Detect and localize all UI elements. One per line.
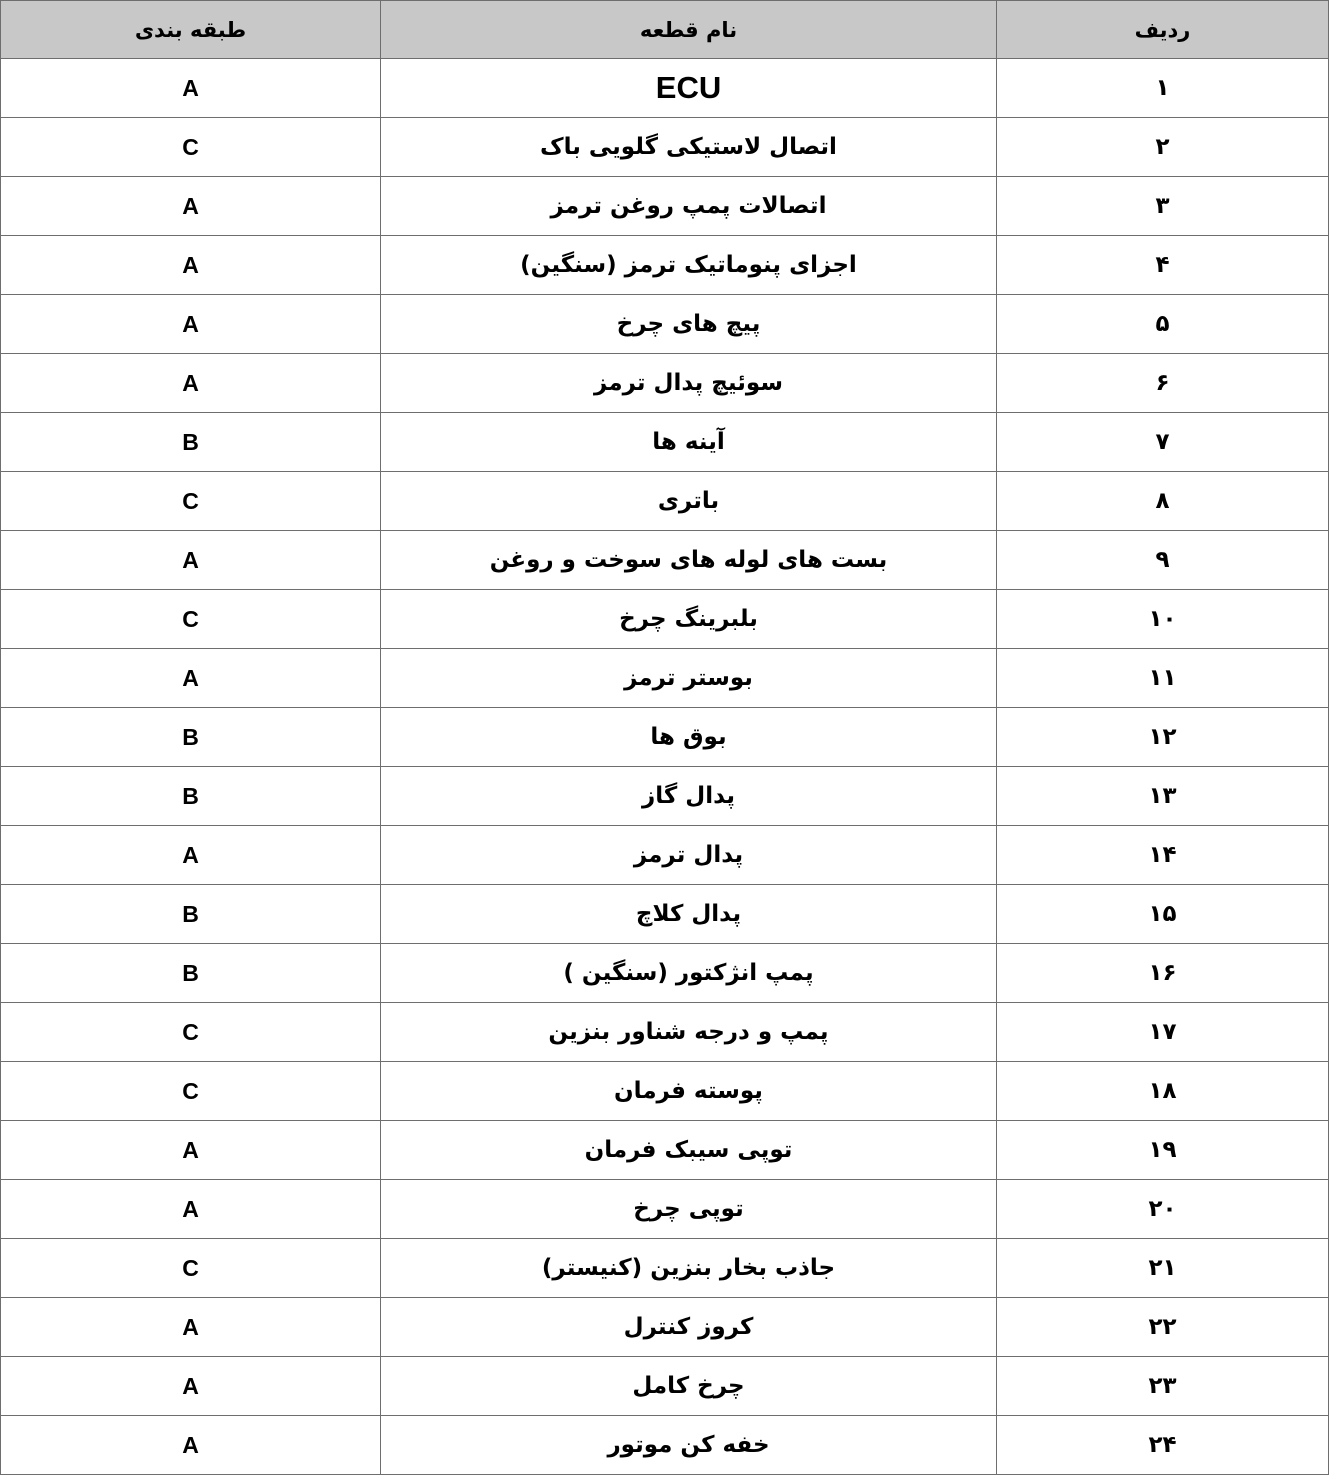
classification-cell: C: [1, 590, 381, 649]
header-part-name: نام قطعه: [381, 1, 997, 59]
row-number-cell: ۸: [997, 472, 1329, 531]
classification-cell: A: [1, 826, 381, 885]
part-name-cell: اتصال لاستیکی گلویی باک: [381, 118, 997, 177]
row-number-cell: ۱۰: [997, 590, 1329, 649]
classification-cell: A: [1, 1416, 381, 1475]
row-number-cell: ۱۷: [997, 1003, 1329, 1062]
part-name-cell: پمپ انژکتور (سنگین ): [381, 944, 997, 1003]
table-row: [1, 472, 1329, 531]
classification-cell: A: [1, 1357, 381, 1416]
table-row: [1, 767, 1329, 826]
part-name-cell: اجزای پنوماتیک ترمز (سنگین): [381, 236, 997, 295]
part-name-cell: خفه کن موتور: [381, 1416, 997, 1475]
classification-cell: A: [1, 1121, 381, 1180]
table-row: [1, 649, 1329, 708]
classification-cell: A: [1, 531, 381, 590]
part-name-cell: بست های لوله های سوخت و روغن: [381, 531, 997, 590]
row-number-cell: ۲۴: [997, 1416, 1329, 1475]
row-number-cell: ۱۶: [997, 944, 1329, 1003]
table-row: [1, 531, 1329, 590]
table-row: [1, 1003, 1329, 1062]
row-number-cell: ۱۱: [997, 649, 1329, 708]
classification-cell: A: [1, 1298, 381, 1357]
part-name-cell: پدال گاز: [381, 767, 997, 826]
classification-cell: C: [1, 1239, 381, 1298]
classification-cell: C: [1, 472, 381, 531]
table-row: [1, 708, 1329, 767]
table-body: [1, 59, 1329, 1475]
table-row: [1, 1357, 1329, 1416]
classification-cell: A: [1, 59, 381, 118]
classification-cell: A: [1, 236, 381, 295]
part-name-cell: بوستر ترمز: [381, 649, 997, 708]
table-row: [1, 59, 1329, 118]
part-name-cell: آینه ها: [381, 413, 997, 472]
table-row: [1, 1062, 1329, 1121]
classification-cell: B: [1, 767, 381, 826]
classification-cell: B: [1, 944, 381, 1003]
header-row: [1, 1, 1329, 59]
row-number-cell: ۱۵: [997, 885, 1329, 944]
row-number-cell: ۹: [997, 531, 1329, 590]
row-number-cell: ۱۹: [997, 1121, 1329, 1180]
classification-cell: B: [1, 708, 381, 767]
row-number-cell: ۲۲: [997, 1298, 1329, 1357]
classification-cell: A: [1, 177, 381, 236]
row-number-cell: ۱۲: [997, 708, 1329, 767]
part-name-cell: پیچ های چرخ: [381, 295, 997, 354]
part-name-cell: جاذب بخار بنزین (کنیستر): [381, 1239, 997, 1298]
table-header: [1, 1, 1329, 59]
table-row: [1, 1180, 1329, 1239]
table-row: [1, 1298, 1329, 1357]
row-number-cell: ۲۱: [997, 1239, 1329, 1298]
part-name-cell: پمپ و درجه شناور بنزین: [381, 1003, 997, 1062]
part-name-cell: سوئیچ پدال ترمز: [381, 354, 997, 413]
header-row-number: ردیف: [997, 1, 1329, 59]
table-row: [1, 826, 1329, 885]
row-number-cell: ۲۰: [997, 1180, 1329, 1239]
row-number-cell: ۳: [997, 177, 1329, 236]
part-name-cell: باتری: [381, 472, 997, 531]
row-number-cell: ۱۴: [997, 826, 1329, 885]
table-row: [1, 118, 1329, 177]
row-number-cell: ۲: [997, 118, 1329, 177]
part-name-cell: کروز کنترل: [381, 1298, 997, 1357]
classification-cell: A: [1, 649, 381, 708]
classification-cell: B: [1, 413, 381, 472]
classification-cell: A: [1, 354, 381, 413]
table-row: [1, 1416, 1329, 1475]
part-name-cell: توپی سیبک فرمان: [381, 1121, 997, 1180]
row-number-cell: ۱: [997, 59, 1329, 118]
part-name-cell: ECU: [381, 59, 997, 118]
classification-cell: B: [1, 885, 381, 944]
row-number-cell: ۱۳: [997, 767, 1329, 826]
part-name-cell: توپی چرخ: [381, 1180, 997, 1239]
classification-cell: C: [1, 1003, 381, 1062]
row-number-cell: ۱۸: [997, 1062, 1329, 1121]
table-row: [1, 1121, 1329, 1180]
table-row: [1, 885, 1329, 944]
table-row: [1, 944, 1329, 1003]
row-number-cell: ۶: [997, 354, 1329, 413]
part-name-cell: اتصالات پمپ روغن ترمز: [381, 177, 997, 236]
table-row: [1, 354, 1329, 413]
table-row: [1, 1239, 1329, 1298]
row-number-cell: ۴: [997, 236, 1329, 295]
classification-cell: C: [1, 1062, 381, 1121]
classification-cell: C: [1, 118, 381, 177]
part-name-cell: بلبرینگ چرخ: [381, 590, 997, 649]
table-row: [1, 236, 1329, 295]
part-name-cell: پدال کلاچ: [381, 885, 997, 944]
part-name-cell: چرخ کامل: [381, 1357, 997, 1416]
row-number-cell: ۲۳: [997, 1357, 1329, 1416]
table-row: [1, 177, 1329, 236]
part-name-cell: بوق ها: [381, 708, 997, 767]
classification-cell: A: [1, 1180, 381, 1239]
classification-cell: A: [1, 295, 381, 354]
part-name-cell: پوسته فرمان: [381, 1062, 997, 1121]
table-row: [1, 413, 1329, 472]
part-name-cell: پدال ترمز: [381, 826, 997, 885]
table-row: [1, 590, 1329, 649]
header-classification: طبقه بندی: [1, 1, 381, 59]
row-number-cell: ۷: [997, 413, 1329, 472]
row-number-cell: ۵: [997, 295, 1329, 354]
table-row: [1, 295, 1329, 354]
